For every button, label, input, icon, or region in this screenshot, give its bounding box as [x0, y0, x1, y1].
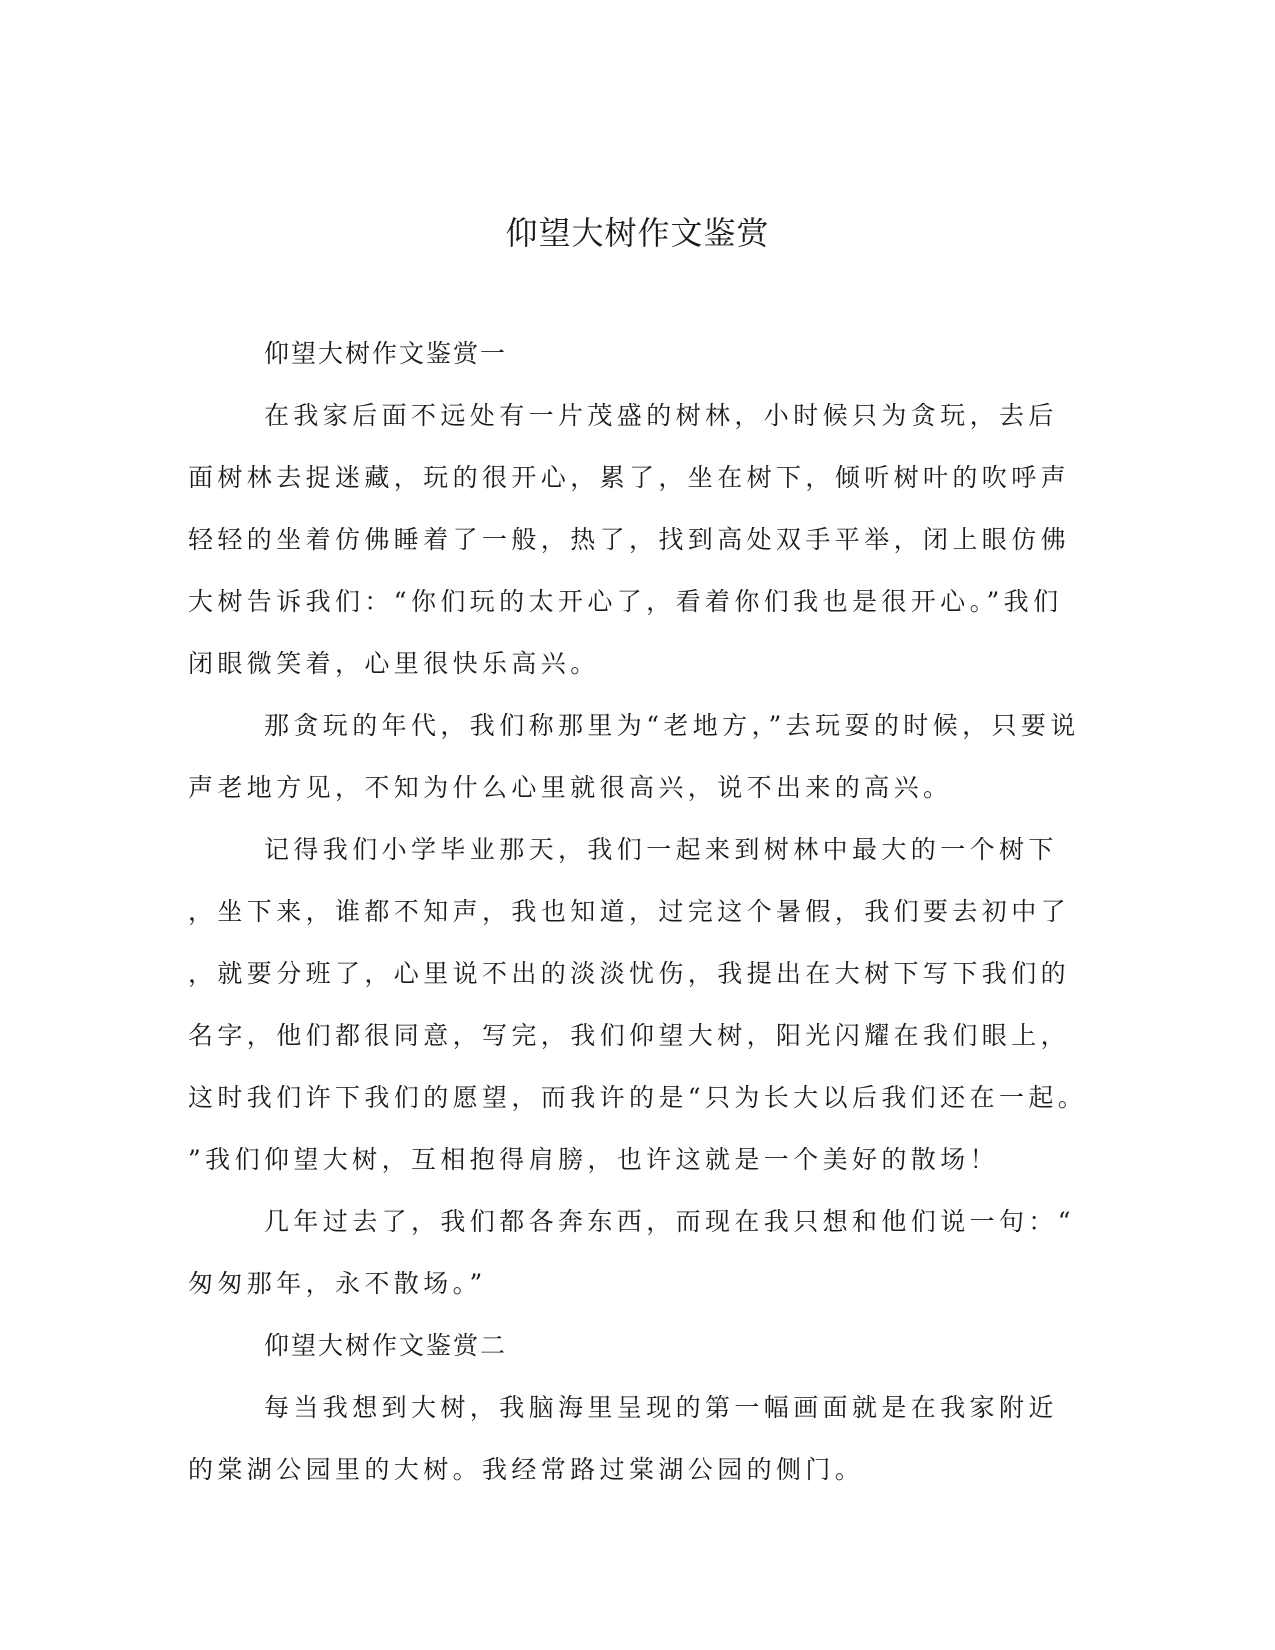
paragraph: 几年过去了，我们都各奔东西，而现在我只想和他们说一句：“匆匆那年，永不散场。” — [188, 1207, 1075, 1298]
section-heading: 仰望大树作文鉴赏二 — [264, 1331, 508, 1360]
paragraph: 在我家后面不远处有一片茂盛的树林，小时候只为贪玩，去后面树林去捉迷藏，玩的很开心，累了，坐在树下，倾听树叶的吹呼声轻轻的坐着仿佛睡着了一般，热了，找到高处双手平举，闭上眼仿佛大树告诉我们：“你们玩的太开心了，看着你们我也是很开心。”我们闭眼微笑着，心里很快乐高兴。 — [188, 401, 1071, 678]
section-heading: 仰望大树作文鉴赏一 — [264, 339, 508, 368]
paragraph: 记得我们小学毕业那天，我们一起来到树林中最大的一个树下，坐下来，谁都不知声，我也知道，过完这个暑假，我们要去初中了，就要分班了，心里说不出的淡淡忧伤，我提出在大树下写下我们的名字，他们都很同意，写完，我们仰望大树，阳光闪耀在我们眼上，这时我们许下我们的愿望，而我许的是“只为长大以后我们还在一起。”我们仰望大树，互相抱得肩膀，也许这就是一个美好的散场！ — [188, 835, 1075, 1174]
paragraph: 每当我想到大树，我脑海里呈现的第一幅画面就是在我家附近的棠湖公园里的大树。我经常路过棠湖公园的侧门。 — [188, 1393, 1058, 1484]
paragraph: 那贪玩的年代，我们称那里为“老地方，”去玩耍的时候，只要说声老地方见，不知为什么心里就很高兴，说不出来的高兴。 — [188, 711, 1080, 802]
document-body — [188, 323, 1081, 1501]
document-title: 仰望大树作文鉴赏 — [505, 214, 770, 252]
